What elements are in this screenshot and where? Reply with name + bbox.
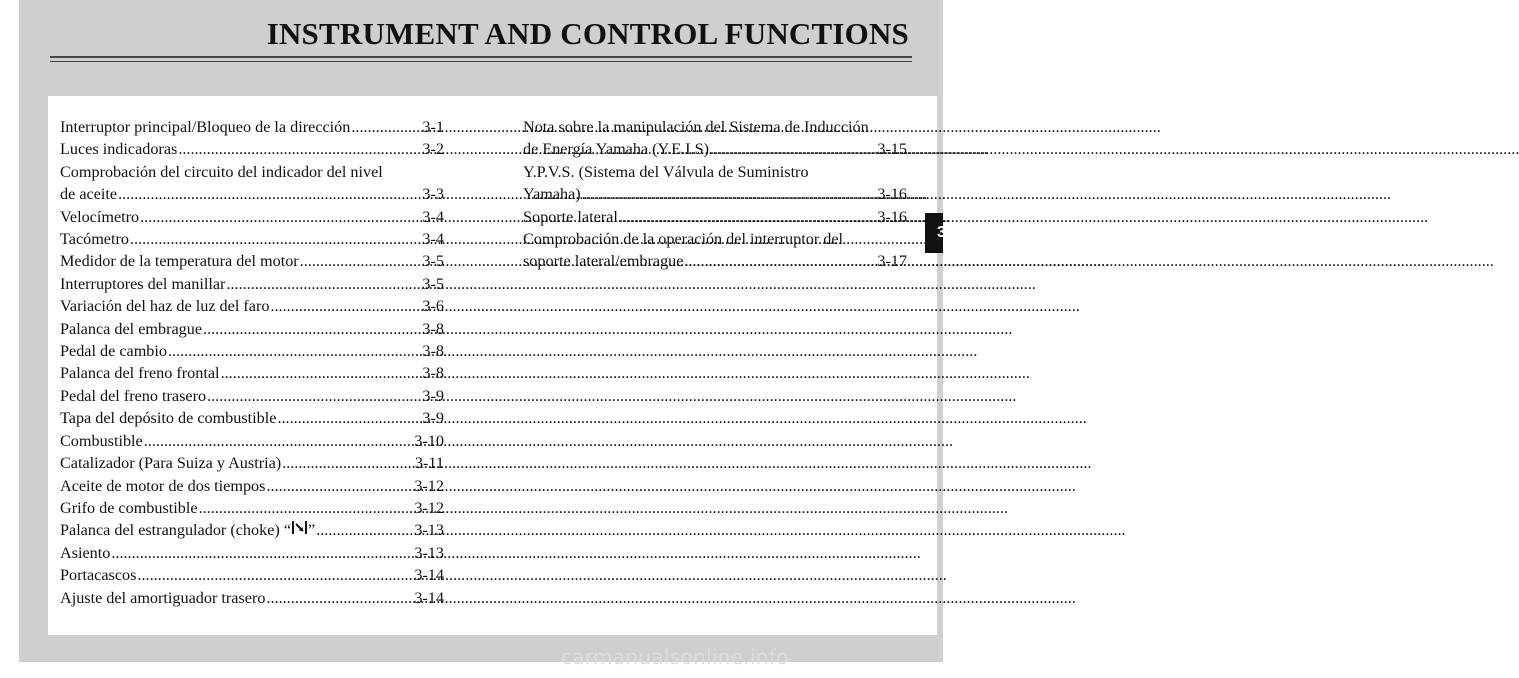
toc-leader-dots [300, 250, 422, 272]
toc-entry[interactable] [60, 250, 444, 272]
toc-entry[interactable] [60, 228, 444, 250]
toc-entry[interactable] [523, 228, 907, 273]
toc-entry-label: Grifo de combustible [60, 498, 198, 517]
toc-entry[interactable] [523, 161, 907, 206]
toc-leader-dots [118, 183, 421, 205]
toc-leader-dots [168, 340, 421, 362]
toc-entry-row [60, 206, 444, 228]
toc-entry[interactable] [60, 452, 444, 474]
toc-entry[interactable] [60, 564, 444, 586]
toc-entry-row [60, 362, 444, 384]
toc-entry[interactable] [60, 295, 444, 317]
toc-entry[interactable] [60, 273, 444, 295]
toc-entry[interactable] [60, 385, 444, 407]
toc-page-number: 3-2 [422, 140, 444, 159]
toc-entry-label: Interruptor principal/Bloqueo de la dirección [60, 118, 351, 136]
toc-entry[interactable] [523, 206, 907, 228]
toc-entry[interactable] [60, 340, 444, 362]
toc-entry-label: Yamaha) [523, 185, 581, 204]
toc-entry-label: Interruptores del manillar [60, 274, 226, 293]
toc-entry[interactable] [60, 475, 444, 497]
toc-page-number: 3-13 [414, 521, 444, 540]
toc-entry-row [60, 183, 444, 205]
toc-entry-label: Combustible [60, 431, 143, 450]
toc-leader-dots [111, 542, 413, 564]
page-title: INSTRUMENT AND CONTROL FUNCTIONS [266, 16, 909, 51]
toc-entry-row [60, 273, 444, 295]
toc-entry-row [60, 407, 444, 429]
toc-entry[interactable] [60, 362, 444, 384]
toc-entry-row [523, 206, 907, 228]
toc-entry-label: Ajuste del amortiguador trasero [60, 588, 266, 607]
toc-entry-label-suffix: ” [308, 521, 316, 540]
toc-entry[interactable] [60, 497, 444, 519]
toc-entry-row [60, 430, 444, 452]
toc-entry-line: Nota sobre la manipulación del Sistema de Inducción [523, 118, 869, 136]
toc-entry-line: Comprobación del circuito del indicador del nivel [60, 162, 383, 181]
toc-page-number: 3-14 [414, 588, 444, 607]
toc-entry-label: de aceite [60, 185, 118, 204]
toc-leader-dots [619, 206, 876, 228]
toc-page-number: 3-8 [422, 364, 444, 383]
toc-entry-row [60, 318, 444, 340]
toc-leader-dots [137, 564, 413, 586]
toc-page-number: 3-8 [422, 342, 444, 361]
toc-leader-dots [266, 587, 413, 609]
toc-page-number: 3-9 [422, 409, 444, 428]
toc-entry-row [60, 340, 444, 362]
toc-leader-dots [582, 183, 877, 205]
toc-page-number: 3-8 [422, 319, 444, 338]
toc-leader-dots [207, 385, 421, 407]
toc-page-number: 3-6 [422, 297, 444, 316]
toc-entry-row [60, 228, 444, 250]
toc-page-number: 3-5 [422, 274, 444, 293]
toc-leader-dots [144, 430, 414, 452]
toc-entry-row [60, 295, 444, 317]
toc-entry-row [60, 587, 444, 609]
toc-entry-label: de Energía Yamaha (Y.E.I.S) [523, 140, 709, 159]
toc-leader-dots [226, 273, 421, 295]
toc-entry-label: Pedal del freno trasero [60, 386, 207, 405]
toc-entry-line: Comprobación de la operación del interruptor del [523, 230, 844, 249]
toc-entry-label: Tacómetro [60, 230, 129, 249]
toc-entry[interactable] [60, 430, 444, 452]
toc-entry-label: Tapa del depósito de combustible [60, 409, 277, 428]
header-rule-thin [50, 61, 912, 62]
toc-leader-dots [710, 138, 876, 160]
toc-entry[interactable] [60, 542, 444, 564]
watermark: carmanualsonline.info [561, 645, 789, 669]
toc-entry-row [523, 138, 907, 160]
toc-entry[interactable] [60, 161, 444, 206]
toc-page-number: 3-13 [414, 543, 444, 562]
toc-leader-dots [266, 475, 413, 497]
toc-entry-label: Palanca del embrague [60, 319, 203, 338]
toc-panel [48, 96, 937, 635]
toc-entry-label: Aceite de motor de dos tiempos [60, 476, 266, 495]
toc-entry-row [60, 542, 444, 564]
choke-icon [291, 519, 308, 534]
toc-entry-label: Variación del haz de luz del faro [60, 297, 270, 316]
toc-entry-label: Luces indicadoras [60, 140, 178, 159]
toc-entry-row [60, 475, 444, 497]
toc-entry-row [60, 497, 444, 519]
toc-page-number: 3-12 [414, 498, 444, 517]
toc-entry-label: Palanca del freno frontal [60, 364, 220, 383]
toc-leader-dots [270, 295, 421, 317]
toc-page-number: 3-17 [877, 252, 907, 271]
toc-entry-label: Asiento [60, 543, 111, 562]
toc-leader-dots [282, 452, 414, 474]
toc-page-number: 3-16 [877, 185, 907, 204]
toc-entry-label: Velocímetro [60, 207, 140, 226]
toc-right-column [523, 116, 907, 273]
toc-page-number: 3-1 [422, 118, 444, 136]
toc-entry[interactable] [60, 116, 444, 138]
toc-entry-row [60, 385, 444, 407]
toc-entry-row [523, 250, 907, 272]
toc-page-number: 3-16 [877, 207, 907, 226]
toc-leader-dots [316, 519, 413, 541]
toc-entry-label: Portacascos [60, 566, 137, 585]
toc-page-number: 3-9 [422, 386, 444, 405]
toc-page-number: 3-15 [877, 140, 907, 159]
toc-page-number: 3-12 [414, 476, 444, 495]
toc-entry-row [523, 183, 907, 205]
toc-entry[interactable] [60, 138, 444, 160]
toc-page-number: 3-10 [414, 431, 444, 450]
toc-leader-dots [203, 318, 421, 340]
toc-entry-row [60, 519, 444, 541]
toc-entry-row [60, 250, 444, 272]
toc-page-number: 3-4 [422, 207, 444, 226]
toc-entry-label: Pedal de cambio [60, 342, 167, 361]
toc-leader-dots [130, 228, 421, 250]
toc-entry[interactable] [60, 407, 444, 429]
toc-entry-row [60, 138, 444, 160]
toc-entry-label: Medidor de la temperatura del motor [60, 252, 299, 271]
toc-page-number: 3-5 [422, 252, 444, 271]
toc-entry-label: Catalizador (Para Suiza y Austria) [60, 454, 282, 473]
toc-entry-row [60, 564, 444, 586]
toc-left-column [60, 116, 444, 609]
toc-leader-dots [178, 138, 421, 160]
toc-page-number: 3-11 [414, 454, 444, 473]
toc-entry[interactable] [60, 206, 444, 228]
toc-entry-label: Palanca del estrangulador (choke) “ [60, 521, 292, 540]
header-rule [50, 56, 912, 58]
toc-entry[interactable] [60, 318, 444, 340]
toc-leader-dots [684, 250, 876, 272]
toc-entry-label: Soporte lateral [523, 207, 618, 226]
toc-entry[interactable] [60, 587, 444, 609]
toc-entry-row [60, 116, 444, 138]
toc-leader-dots [140, 206, 421, 228]
toc-entry-label: soporte lateral/embrague [523, 252, 684, 271]
toc-leader-dots [351, 116, 421, 138]
toc-entry-row [60, 452, 444, 474]
toc-entry[interactable] [523, 116, 907, 161]
toc-page-number: 3-3 [422, 185, 444, 204]
toc-leader-dots [199, 497, 414, 519]
toc-entry-line: Y.P.V.S. (Sistema del Válvula de Suministro [523, 162, 809, 181]
chapter-tab[interactable]: 3 [925, 213, 943, 253]
toc-page-number: 3-4 [422, 230, 444, 249]
toc-entry[interactable] [60, 519, 444, 541]
toc-leader-dots [221, 362, 422, 384]
toc-leader-dots [277, 407, 421, 429]
toc-page-number: 3-14 [414, 566, 444, 585]
